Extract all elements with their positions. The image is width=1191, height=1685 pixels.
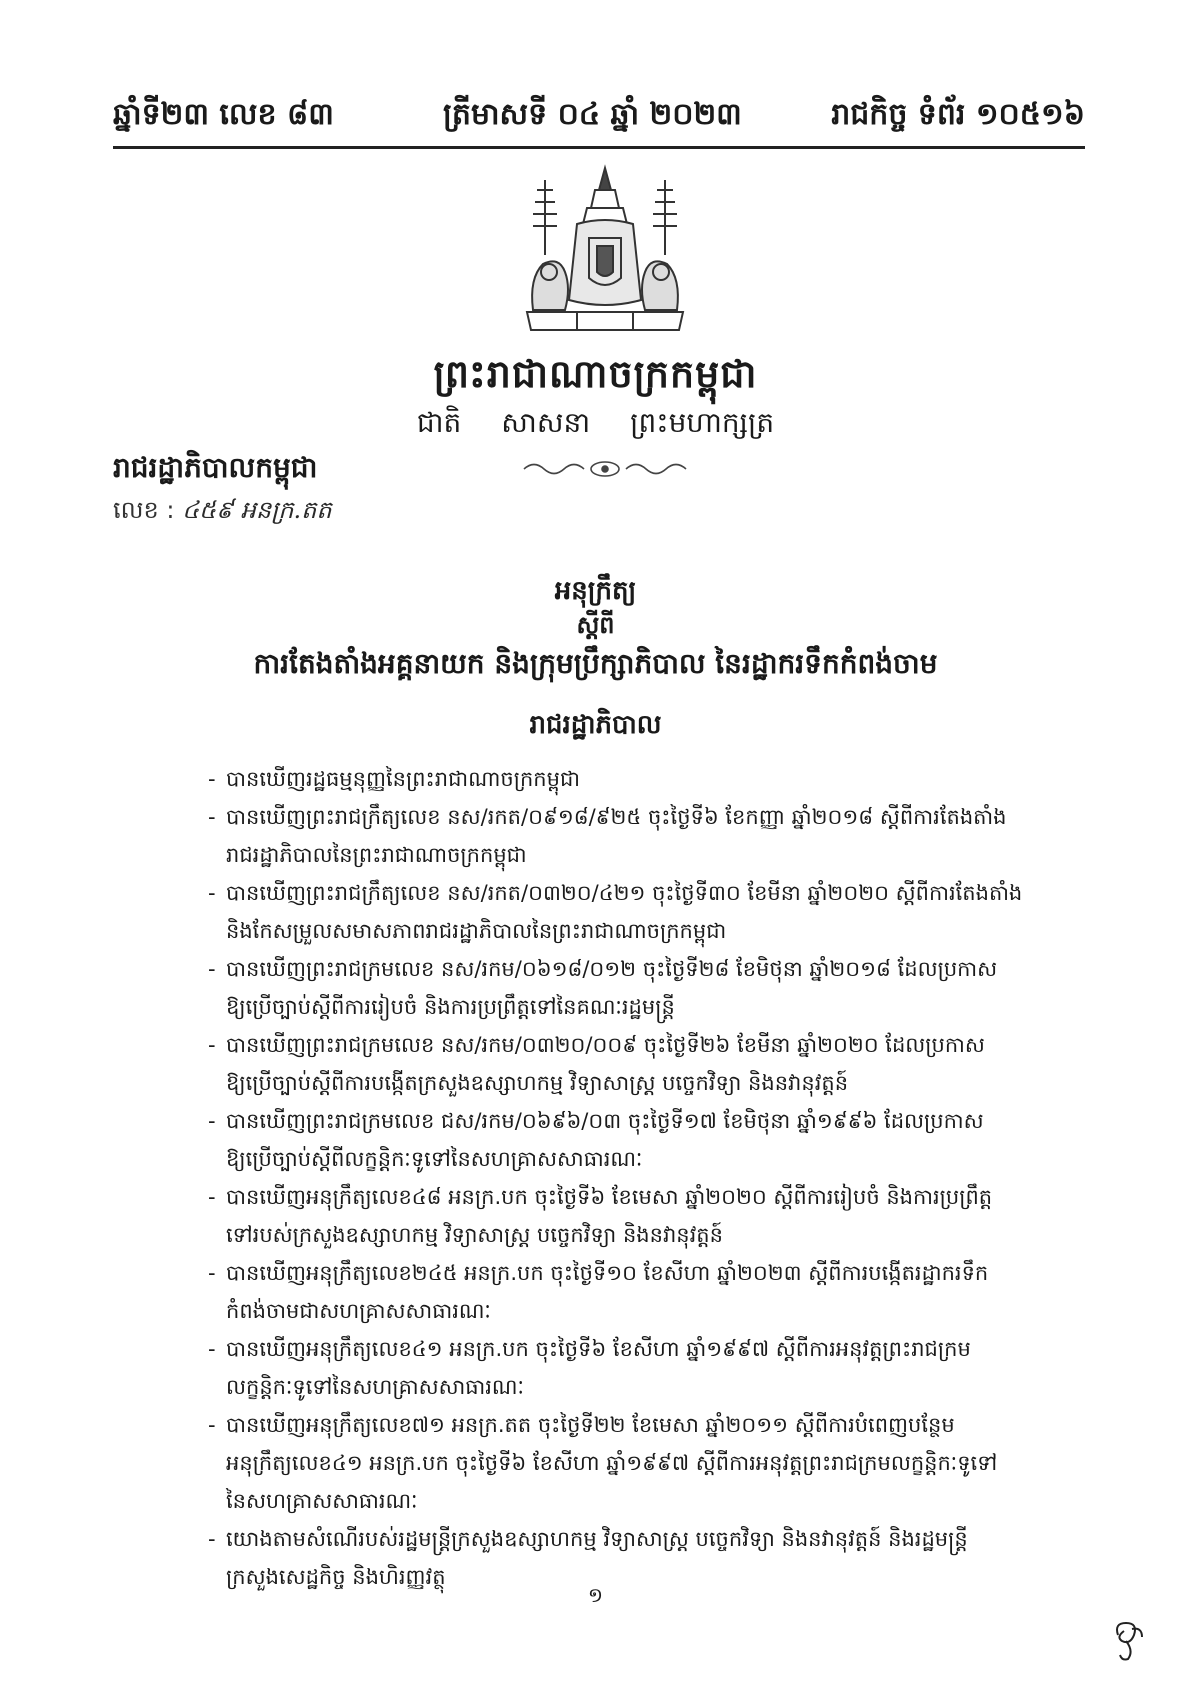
preamble-item: - បានឃើញរដ្ឋធម្មនុញ្ញនៃព្រះរាជាណាចក្រកម្ពុជា [210,760,1040,798]
header-rule [113,146,1085,149]
document-reference [113,495,332,530]
body-heading: រាជរដ្ឋាភិបាល [529,710,662,740]
reference-number: ៤៥៩ អនក្រ.តត [182,496,332,524]
royal-coat-of-arms-icon [515,160,695,345]
kingdom-title: ព្រះរាជាណាចក្រកម្ពុជា [433,352,758,396]
header-issue: ឆ្នាំទី២៣ លេខ ៨៣ [113,97,334,132]
preamble-item: - បានឃើញព្រះរាជក្រឹត្យលេខ នស/រកត/០៣២០/៤២១ ចុះថ្ងៃទី៣០ ខែមីនា ឆ្នាំ២០២០ ស្តីពីការតែងតាំង [210,874,1040,912]
header-page: រាជកិច្ច ទំព័រ ១០៥១៦ [831,97,1085,132]
header-quarter: ត្រីមាសទី ០៤ ឆ្នាំ ២០២៣ [443,97,742,132]
ornament-divider [520,458,690,480]
subject-label: ស្តីពី [576,611,615,639]
preamble-item: - បានឃើញអនុក្រឹត្យលេខ៧១ អនក្រ.តត ចុះថ្ងៃទី២២ ខែមេសា ឆ្នាំ២០១១ ស្តីពីការបំពេញបន្ថែម [210,1406,1040,1444]
preamble-list [210,760,1040,1596]
preamble-item: - យោងតាមសំណើរបស់រដ្ឋមន្ត្រីក្រសួងឧស្សាហកម្ម វិទ្យាសាស្ត្រ បច្ចេកវិទ្យា និងនវានុវត្តន៍ និងរដ្ឋមន្ត្រី [210,1520,1040,1558]
preamble-item: - បានឃើញព្រះរាជក្រមលេខ នស/រកម/០៣២០/០០៩ ចុះថ្ងៃទី២៦ ខែមីនា ឆ្នាំ២០២០ ដែលប្រកាស [210,1026,1040,1064]
preamble-item: និងកែសម្រួលសមាសភាពរាជរដ្ឋាភិបាលនៃព្រះរាជាណាចក្រកម្ពុជា [226,919,727,943]
preamble-item: - បានឃើញអនុក្រឹត្យលេខ៤១ អនក្រ.បក ចុះថ្ងៃទី៦ ខែសីហា ឆ្នាំ១៩៩៧ ស្តីពីការអនុវត្តព្រះរាជក្រម [210,1330,1040,1368]
preamble-item: ទៅរបស់ក្រសួងឧស្សាហកម្ម វិទ្យាសាស្ត្រ បច្ចេកវិទ្យា និងនវានុវត្តន៍ [226,1223,723,1247]
national-motto [0,405,1191,446]
motto-king: ព្រះមហាក្សត្រ [630,406,775,439]
preamble-item: ឱ្យប្រើច្បាប់ស្តីពីការរៀបចំ និងការប្រព្រឹត្តទៅនៃគណៈរដ្ឋមន្ត្រី [226,995,675,1019]
preamble-item: - បានឃើញព្រះរាជក្រឹត្យលេខ នស/រកត/០៩១៨/៩២៥ ចុះថ្ងៃទី៦ ខែកញ្ញា ឆ្នាំ២០១៨ ស្តីពីការតែងតាំង [210,798,1040,836]
motto-religion: សាសនា [501,406,591,439]
preamble-item: រាជរដ្ឋាភិបាលនៃព្រះរាជាណាចក្រកម្ពុជា [226,843,527,867]
gazette-header [113,92,1085,138]
document-subject: ការតែងតាំងអគ្គនាយក និងក្រុមប្រឹក្សាភិបាល នៃរដ្ឋាករទឹកកំពង់ចាម [253,647,938,680]
page-number: ១ [587,1583,604,1607]
reference-label: លេខ : [113,496,175,524]
preamble-item: នៃសហគ្រាសសាធារណៈ [226,1489,418,1513]
handwritten-initial-icon [1108,1615,1150,1663]
document-type: អនុក្រឹត្យ [554,576,637,606]
preamble-item: - បានឃើញអនុក្រឹត្យលេខ២៤៥ អនក្រ.បក ចុះថ្ងៃទី១០ ខែសីហា ឆ្នាំ២០២៣ ស្តីពីការបង្កើតរដ្ឋាករទឹក [210,1254,1040,1292]
preamble-item: - បានឃើញព្រះរាជក្រមលេខ នស/រកម/០៦១៨/០១២ ចុះថ្ងៃទី២៨ ខែមិថុនា ឆ្នាំ២០១៨ ដែលប្រកាស [210,950,1040,988]
preamble-item: កំពង់ចាមជាសហគ្រាសសាធារណៈ [226,1299,491,1323]
preamble-item: - បានឃើញអនុក្រឹត្យលេខ៤៨ អនក្រ.បក ចុះថ្ងៃទី៦ ខែមេសា ឆ្នាំ២០២០ ស្តីពីការរៀបចំ និងការប្រព្រឹត្ត [210,1178,1040,1216]
preamble-item: ឱ្យប្រើច្បាប់ស្តីពីលក្ខន្តិកៈទូទៅនៃសហគ្រាសសាធារណៈ [226,1147,643,1171]
preamble-item: លក្ខន្តិកៈទូទៅនៃសហគ្រាសសាធារណៈ [226,1375,524,1399]
issuing-authority: រាជរដ្ឋាភិបាលកម្ពុជា [113,451,318,484]
preamble-item: - បានឃើញព្រះរាជក្រមលេខ ជស/រកម/០៦៩៦/០៣ ចុះថ្ងៃទី១៧ ខែមិថុនា ឆ្នាំ១៩៩៦ ដែលប្រកាស [210,1102,1040,1140]
preamble-item: ឱ្យប្រើច្បាប់ស្តីពីការបង្កើតក្រសួងឧស្សាហកម្ម វិទ្យាសាស្ត្រ បច្ចេកវិទ្យា និងនវានុវត្តន៍ [226,1071,849,1095]
preamble-item: អនុក្រឹត្យលេខ៤១ អនក្រ.បក ចុះថ្ងៃទី៦ ខែសីហា ឆ្នាំ១៩៩៧ ស្តីពីការអនុវត្តព្រះរាជក្រមលក្ខន្តិកៈទូទៅ [226,1451,998,1475]
preamble-item: ក្រសួងសេដ្ឋកិច្ច និងហិរញ្ញវត្ថុ [226,1565,446,1589]
motto-nation: ជាតិ [416,406,462,439]
